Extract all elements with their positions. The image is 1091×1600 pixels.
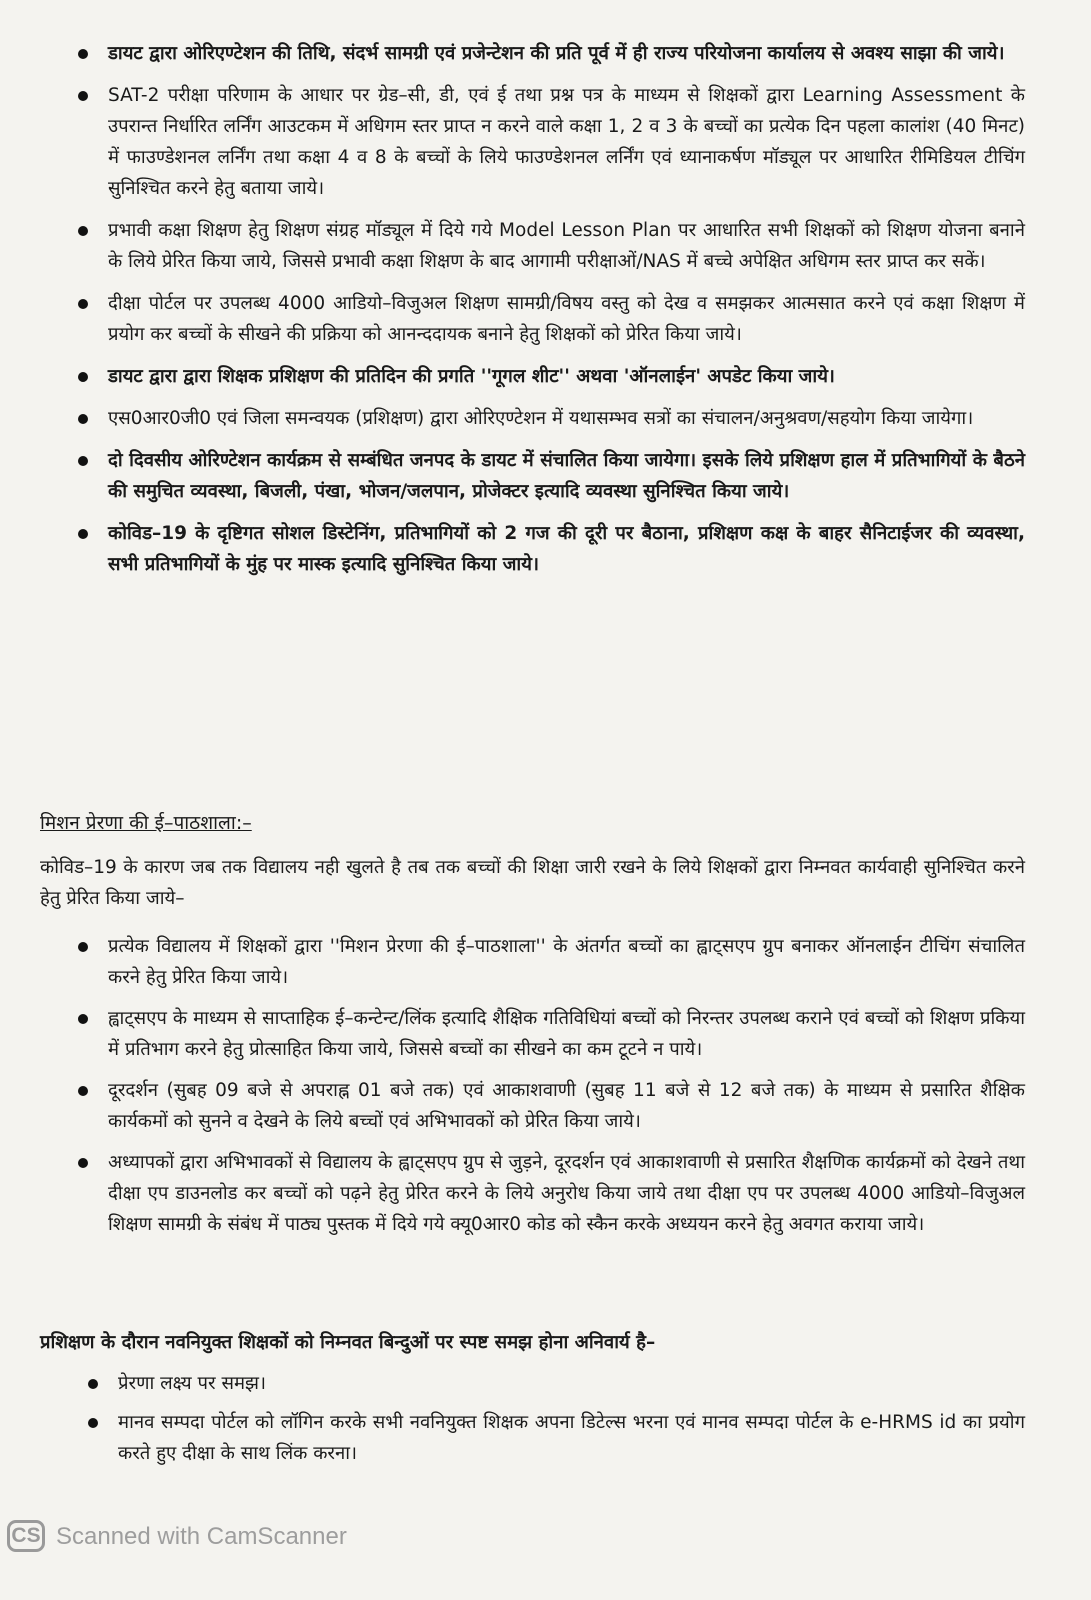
section-heading-e-pathshala: मिशन प्रेरणा की ई–पाठशाला:– bbox=[40, 812, 252, 834]
bullet-list bbox=[0, 931, 1091, 1240]
list-item-text: दूरदर्शन (सुबह 09 बजे से अपराह्न 01 बजे तक) एवं आकाशवाणी (सुबह 11 बजे से 12 बजे तक) के माध्यम से प्रसारित शैक्षिक कार्यकमों को सुनने व देखने के लिये बच्चों एवं अभिभावकों को प्रेरित किया जाये। bbox=[108, 1080, 1025, 1132]
list-item bbox=[0, 215, 1091, 277]
bullet-icon bbox=[78, 414, 88, 424]
bullet-icon bbox=[78, 942, 88, 952]
section-training-points bbox=[0, 1368, 1091, 1477]
intro-paragraph: कोविड–19 के कारण जब तक विद्यालय नही खुलते है तब तक बच्चों की शिक्षा जारी रखने के लिये शिक्षकों द्वारा निम्नवत कार्यवाही सुनिश्चित करने हेतु प्रेरित किया जाये– bbox=[40, 857, 1025, 909]
bullet-icon bbox=[78, 299, 88, 309]
bullet-icon bbox=[88, 1418, 98, 1428]
list-item bbox=[0, 361, 1091, 392]
list-item bbox=[0, 518, 1091, 580]
list-item bbox=[0, 80, 1091, 204]
list-item bbox=[0, 445, 1091, 507]
list-item-text: अध्यापकों द्वारा अभिभावकों से विद्यालय के ह्वाट्सएप ग्रुप से जुड़ने, दूरदर्शन एवं आकाशवाणी से प्रसारित शैक्षणिक कार्यक्रमों को देखने तथा दीक्षा एप डाउनलोड कर बच्चों को पढ़ने हेतु प्रेरित करने के लिये अनुरोध किया जाये तथा दीक्षा एप पर उपलब्ध 4000 आडियो–विजुअल शिक्षण सामग्री के संबंध में पाठ्य पुस्तक में दिये गये क्यू0आर0 कोड को स्कैन करके अध्ययन करने हेतु अवगत कराया जाये। bbox=[108, 1152, 1025, 1235]
bullet-icon bbox=[78, 49, 88, 59]
list-item-text: मानव सम्पदा पोर्टल को लॉगिन करके सभी नवनियुक्त शिक्षक अपना डिटेल्स भरना एवं मानव सम्पदा पोर्टल के e-HRMS id का प्रयोग करते हुए दीक्षा के साथ लिंक करना। bbox=[118, 1412, 1025, 1464]
list-item bbox=[0, 288, 1091, 350]
camscanner-watermark-text: Scanned with CamScanner bbox=[56, 1523, 347, 1550]
bullet-list bbox=[0, 1368, 1091, 1469]
list-item-text: ह्वाट्सएप के माध्यम से साप्ताहिक ई–कन्टेन्ट/लिंक इत्यादि शैक्षिक गतिविधियां बच्चों को निरन्तर उपलब्ध कराने एवं बच्चों को शिक्षण प्रकिया में प्रतिभाग करने हेतु प्रोत्साहित किया जाये, जिससे बच्चों का सीखने का कम टूटने न पाये। bbox=[108, 1008, 1025, 1060]
bullet-icon bbox=[88, 1379, 98, 1389]
bullet-icon bbox=[78, 91, 88, 101]
list-item-text: दो दिवसीय ओरिण्टेशन कार्यक्रम से सम्बंधित जनपद के डायट में संचालित किया जायेगा। इसके लिये प्रशिक्षण हाल में प्रतिभागियों के बैठने की समुचित व्यवस्था, बिजली, पंखा, भोजन/जलपान, प्रोजेक्टर इत्यादि व्यवस्था सुनिश्चित किया जाये। bbox=[108, 450, 1025, 502]
list-item-text: डायट द्वारा द्वारा शिक्षक प्रशिक्षण की प्रतिदिन की प्रगति ''गूगल शीट'' अथवा 'ऑनलाईन' अपडेट किया जाये। bbox=[108, 366, 835, 387]
bullet-icon bbox=[78, 372, 88, 382]
bullet-list bbox=[0, 38, 1091, 580]
list-item-text: प्रेरणा लक्ष्य पर समझ। bbox=[118, 1373, 267, 1394]
list-item-text: कोविड–19 के दृष्टिगत सोशल डिस्टेनिंग, प्रतिभागियों को 2 गज की दूरी पर बैठाना, प्रशिक्षण कक्ष के बाहर सैनिटाईजर की व्यवस्था, सभी प्रतिभागियों के मुंह पर मास्क इत्यादि सुनिश्चित किया जाये। bbox=[108, 523, 1025, 575]
bullet-icon bbox=[78, 226, 88, 236]
list-item-text: प्रभावी कक्षा शिक्षण हेतु शिक्षण संग्रह मॉड्यूल में दिये गये Model Lesson Plan पर आधारित सभी शिक्षकों को शिक्षण योजना बनाने के लिये प्रेरित किया जाये, जिससे प्रभावी कक्षा शिक्षण के बाद आगामी परीक्षाओं/NAS में बच्चे अपेक्षित अधिगम स्तर प्राप्त कर सकें। bbox=[108, 220, 1025, 272]
section-e-pathshala bbox=[0, 931, 1091, 1250]
camscanner-logo-icon: CS bbox=[7, 1520, 45, 1552]
list-item-text: एस0आर0जी0 एवं जिला समन्वयक (प्रशिक्षण) द्वारा ओरिएण्टेशन में यथासम्भव सत्रों का संचालन/अनुश्रवण/सहयोग किया जायेगा। bbox=[108, 408, 974, 429]
bullet-icon bbox=[78, 456, 88, 466]
bullet-icon bbox=[78, 1086, 88, 1096]
list-item bbox=[0, 403, 1091, 434]
list-item-text: SAT-2 परीक्षा परिणाम के आधार पर ग्रेड–सी, डी, एवं ई तथा प्रश्न पत्र के माध्यम से शिक्षकों द्वारा Learning Assessment के उपरान्त निर्धारित लर्निंग आउटकम में अधिगम स्तर प्राप्त न करने वाले कक्षा 1, 2 व 3 के बच्चों का प्रत्येक दिन पहला कालांश (40 मिनट) में फाउण्डेशनल लर्निंग तथा कक्षा 4 व 8 के बच्चों के लिये फाउण्डेशनल लर्निंग एवं ध्यानाकर्षण मॉड्यूल पर आधारित रीमिडियल टीचिंग सुनिश्चित करने हेतु बताया जाये। bbox=[108, 85, 1025, 199]
list-item bbox=[0, 38, 1091, 69]
list-item bbox=[0, 1003, 1091, 1065]
list-item-text: डायट द्वारा ओरिएण्टेशन की तिथि, संदर्भ सामग्री एवं प्रजेन्टेशन की प्रति पूर्व में ही राज्य परियोजना कार्यालय से अवश्य साझा की जाये। bbox=[108, 43, 1005, 64]
section-heading-training: प्रशिक्षण के दौरान नवनियुक्त शिक्षकों को निम्नवत बिन्दुओं पर स्पष्ट समझ होना अनिवार्य है– bbox=[40, 1332, 656, 1353]
list-item bbox=[0, 1147, 1091, 1240]
list-item bbox=[0, 1075, 1091, 1137]
list-item-text: दीक्षा पोर्टल पर उपलब्ध 4000 आडियो–विजुअल शिक्षण सामग्री/विषय वस्तु को देख व समझकर आत्मसात करने एवं कक्षा शिक्षण में प्रयोग कर बच्चों के सीखने की प्रक्रिया को आनन्ददायक बनाने हेतु शिक्षकों को प्रेरित किया जाये। bbox=[108, 293, 1025, 345]
list-item-text: प्रत्येक विद्यालय में शिक्षकों द्वारा ''मिशन प्रेरणा की ई–पाठशाला'' के अंतर्गत बच्चों का ह्वाट्सएप ग्रुप बनाकर ऑनलाईन टीचिंग संचालित करने हेतु प्रेरित किया जाये। bbox=[108, 936, 1025, 988]
list-item bbox=[0, 1407, 1091, 1469]
list-item bbox=[0, 1368, 1091, 1399]
bullet-icon bbox=[78, 1158, 88, 1168]
bullet-icon bbox=[78, 529, 88, 539]
bullet-icon bbox=[78, 1014, 88, 1024]
section-orientation-guidelines bbox=[0, 38, 1091, 591]
list-item bbox=[0, 931, 1091, 993]
